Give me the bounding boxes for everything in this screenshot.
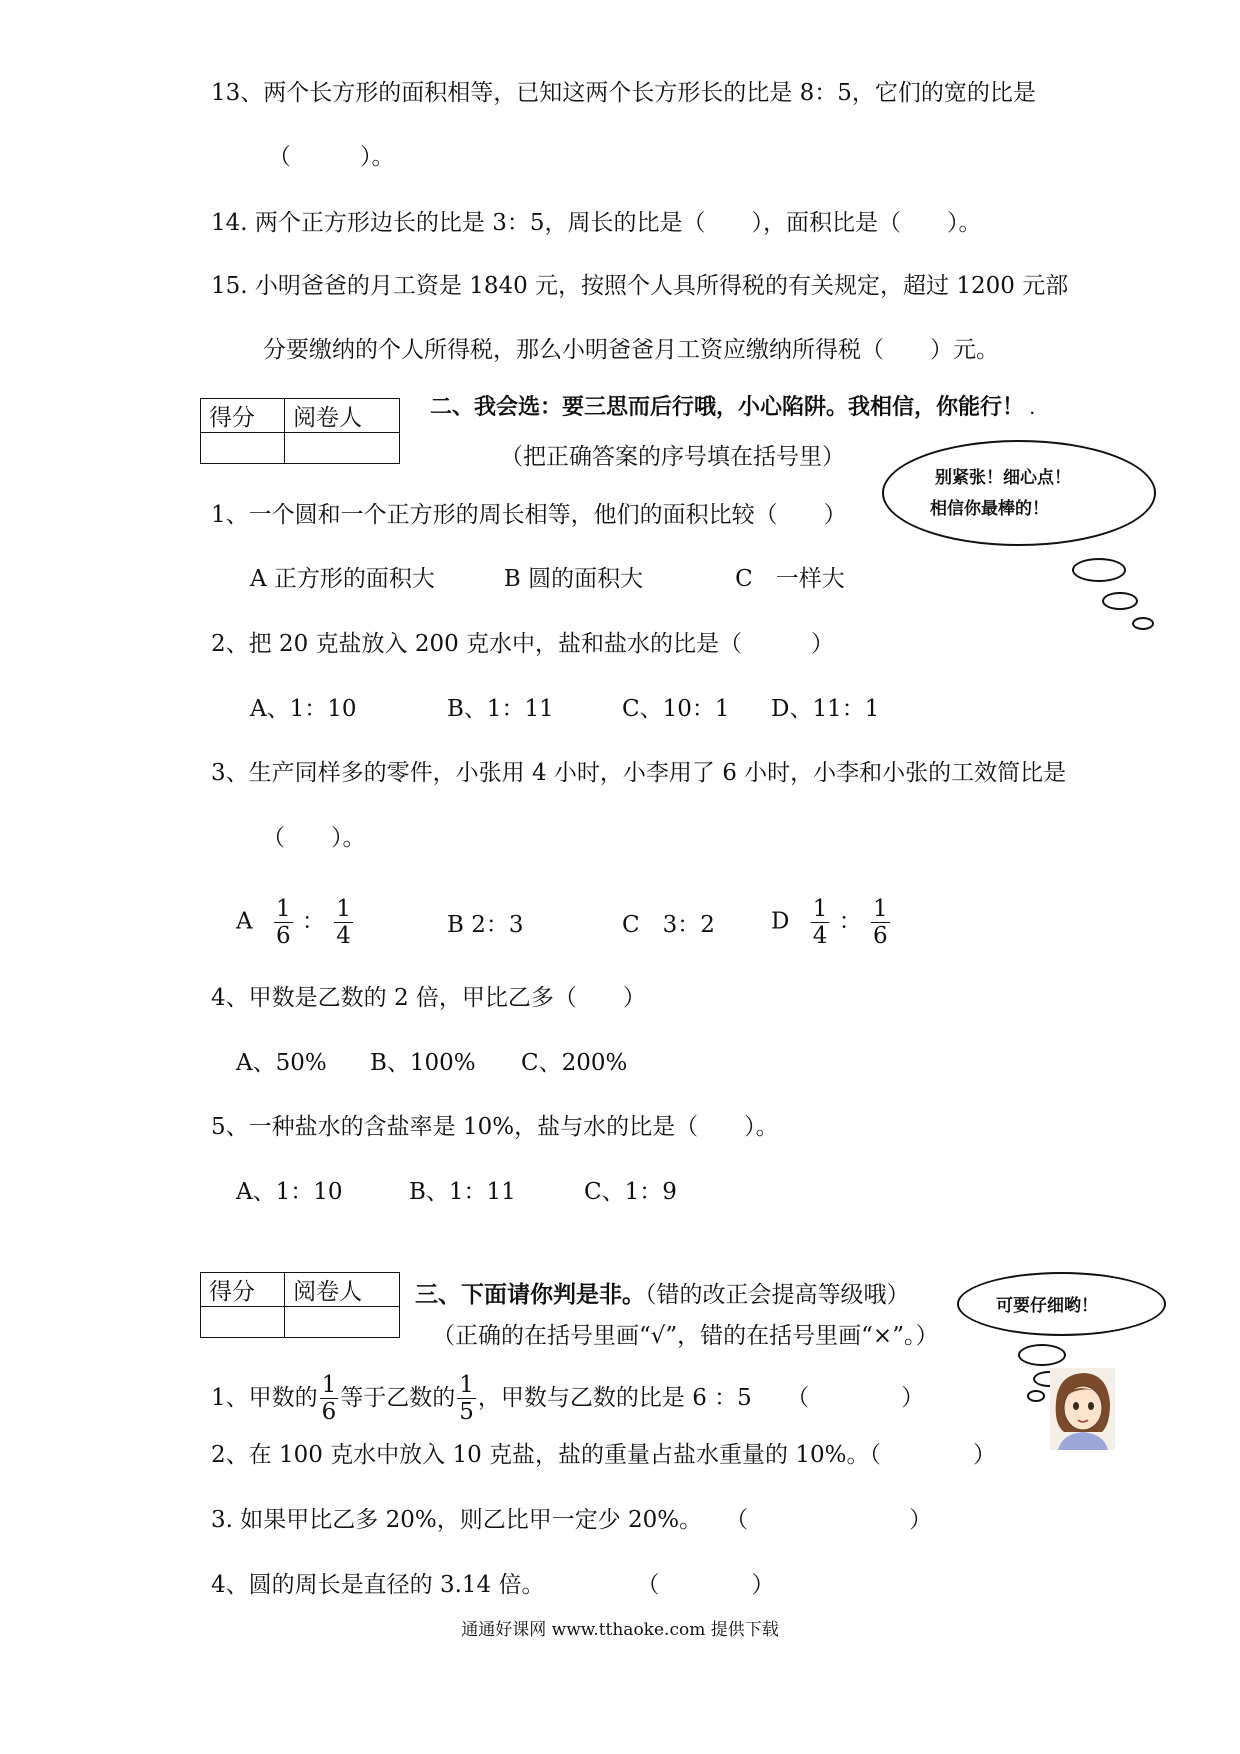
q2-2-option-b: B、1：11 <box>447 696 554 722</box>
section-3-title-text: 三、下面请你判是非。 <box>415 1282 645 1308</box>
frac-numerator: 1 <box>275 896 291 922</box>
grader-label: 阅卷人 <box>285 1273 400 1307</box>
grader-label: 阅卷人 <box>285 399 400 433</box>
q2-4-option-c: C、200% <box>521 1050 628 1076</box>
score-table-2 <box>200 398 400 464</box>
score-label: 得分 <box>201 399 285 433</box>
q14: 14. 两个正方形边长的比是 3：5，周长的比是（ ），面积比是（ ）。 <box>211 210 982 236</box>
fraction-1-4 <box>811 896 830 949</box>
section-2-title-tail: . <box>1030 403 1035 417</box>
section-2-subtitle: （把正确答案的序号填在括号里） <box>500 444 845 470</box>
fraction-1-6 <box>274 896 293 949</box>
thought-dot-1 <box>1072 558 1126 582</box>
thought-dot-4 <box>1018 1344 1066 1366</box>
frac-numerator: 1 <box>873 896 888 922</box>
q2-3-option-c: C 3：2 <box>622 912 715 938</box>
q2-4-option-b: B、100% <box>370 1050 476 1076</box>
q15-line2: 分要缴纳的个人所得税，那么小明爸爸月工资应缴纳所得税（ ）元。 <box>263 337 999 363</box>
q2-5-option-b: B、1：11 <box>409 1179 516 1205</box>
q2-1-options: A 正方形的面积大 B 圆的面积大 C 一样大 <box>250 566 845 592</box>
fraction-1-6 <box>320 1372 339 1425</box>
score-table-3 <box>200 1272 400 1338</box>
thought-dot-3 <box>1132 617 1154 630</box>
q3-1-mid: 等于乙数的 <box>340 1385 456 1411</box>
fraction-1-5 <box>457 1372 476 1425</box>
q2-3-option-b: B 2：3 <box>447 912 524 938</box>
q2-5: 5、一种盐水的含盐率是 10%，盐与水的比是（ ）。 <box>211 1114 779 1140</box>
q3-1-pre: 1、甲数的 <box>211 1385 318 1411</box>
thought-dot-2 <box>1102 592 1138 610</box>
grader-cell[interactable] <box>285 1307 400 1338</box>
q3-1 <box>211 1363 924 1433</box>
q2-4: 4、甲数是乙数的 2 倍，甲比乙多（ ） <box>211 985 646 1011</box>
q15-line1: 15. 小明爸爸的月工资是 1840 元，按照个人具所得税的有关规定，超过 1200 元部 <box>211 273 1069 299</box>
frac-denominator: 4 <box>812 923 828 949</box>
colon: ： <box>838 908 862 935</box>
girl-cartoon-icon <box>1050 1368 1115 1450</box>
q3-1-post: ，甲数与乙数的比是 6 ：5 （ ） <box>477 1385 925 1411</box>
option-a-label: A <box>236 908 253 935</box>
bubble-text-2: 相信你最棒的！ <box>930 499 1049 519</box>
fraction-1-4 <box>334 896 353 949</box>
section-3-subtitle: （正确的在括号里画“√”，错的在括号里画“×”。） <box>432 1323 939 1349</box>
q2-3-option-d <box>771 896 892 949</box>
q2-2-option-d: D、11：1 <box>771 696 880 722</box>
q2-2-option-c: C、10：1 <box>622 696 730 722</box>
bubble-text-1: 别紧张！细心点！ <box>935 468 1071 488</box>
q2-3-line2: （ ）。 <box>262 825 366 851</box>
frac-denominator: 5 <box>459 1398 474 1425</box>
q2-3-line1: 3、生产同样多的零件，小张用 4 小时，小李用了 6 小时，小李和小张的工效简比是 <box>211 760 1067 786</box>
frac-denominator: 6 <box>275 923 291 949</box>
q2-4-option-a: A、50% <box>236 1050 327 1076</box>
section-3-title <box>415 1280 910 1310</box>
colon: ： <box>301 908 325 935</box>
thought-dot-6 <box>1027 1390 1045 1402</box>
frac-numerator: 1 <box>812 896 828 922</box>
grader-cell[interactable] <box>285 433 400 464</box>
q3-2: 2、在 100 克水中放入 10 克盐，盐的重量占盐水重量的 10%。（ ） <box>211 1442 996 1468</box>
q13-line2: （ ）。 <box>268 144 395 170</box>
q2-1: 1、一个圆和一个正方形的周长相等，他们的面积比较（ ） <box>211 502 847 528</box>
section-2-title-text: 二、我会选：要三思而后行哦，小心陷阱。我相信，你能行！ <box>430 395 1025 420</box>
q2-5-option-c: C、1：9 <box>584 1179 677 1205</box>
frac-numerator: 1 <box>321 1371 337 1398</box>
q13-line1: 13、两个长方形的面积相等，已知这两个长方形长的比是 8：5，它们的宽的比是 <box>211 80 1036 106</box>
option-d-label: D <box>771 908 790 935</box>
frac-numerator: 1 <box>459 1371 474 1398</box>
q3-3: 3. 如果甲比乙多 20%，则乙比甲一定少 20%。 （ ） <box>211 1507 933 1533</box>
frac-numerator: 1 <box>336 896 351 922</box>
q2-2: 2、把 20 克盐放入 200 克水中，盐和盐水的比是（ ） <box>211 631 835 657</box>
thought-bubble <box>882 440 1156 546</box>
q3-4: 4、圆的周长是直径的 3.14 倍。 （ ） <box>211 1572 775 1598</box>
score-cell[interactable] <box>201 1307 285 1338</box>
frac-denominator: 4 <box>336 923 351 949</box>
q2-5-option-a: A、1：10 <box>236 1179 343 1205</box>
section-2-title <box>430 393 1035 425</box>
q2-3-option-a <box>236 896 355 949</box>
score-cell[interactable] <box>201 433 285 464</box>
frac-denominator: 6 <box>873 923 888 949</box>
bubble-text-3: 可要仔细哟！ <box>996 1296 1098 1316</box>
section-3-title-note: （错的改正会提高等级哦） <box>645 1282 910 1308</box>
footer: 通通好课网 www.tthaoke.com 提供下载 <box>461 1620 779 1640</box>
fraction-1-6 <box>871 896 890 949</box>
score-label: 得分 <box>201 1273 285 1307</box>
q2-2-option-a: A、1：10 <box>250 696 357 722</box>
frac-denominator: 6 <box>321 1398 337 1425</box>
